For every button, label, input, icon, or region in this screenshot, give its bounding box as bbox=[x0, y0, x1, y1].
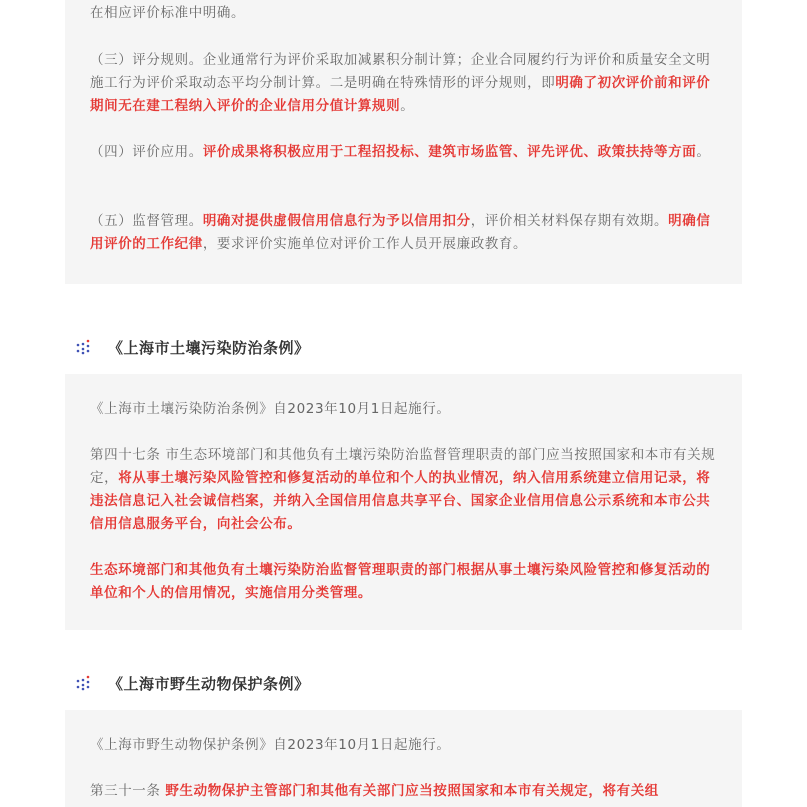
section-title: 《上海市土壤污染防治条例》 bbox=[108, 338, 310, 357]
section-title: 《上海市野生动物保护条例》 bbox=[108, 674, 310, 693]
paragraph-evaluation-application: （四）评价应用。评价成果将积极应用于工程招投标、建筑市场监管、评先评优、政策扶持等方面。 bbox=[90, 144, 711, 160]
paragraph-scoring-rules: （三）评分规则。企业通常行为评价采取加减累积分制计算；企业合同履约行为评价和质量安全文明施工行为评价采取动态平均分制计算。二是明确在特殊情形的评分规则，即明确了初次评价前和评价期间无在建工程纳入评价的企业信用分值计算规则。 bbox=[90, 52, 711, 114]
paragraph-credit-classification: 生态环境部门和其他负有土壤污染防治监督管理职责的部门根据从事土壤污染风险管控和修复活动的单位和个人的信用情况，实施信用分类管理。 bbox=[90, 562, 711, 601]
paragraph-supervision: （五）监督管理。明确对提供虚假信用信息行为予以信用扣分，评价相关材料保存期有效期。明确信用评价的工作纪律，要求评价实施单位对评价工作人员开展廉政教育。 bbox=[90, 213, 711, 252]
paragraph-article-47: 第四十七条 市生态环境部门和其他负有土壤污染防治监督管理职责的部门应当按照国家和本市有关规定，将从事土壤污染风险管控和修复活动的单位和个人的执业情况，纳入信用系统建立信用记录，将违法信息记入社会诚信档案，并纳入全国信用信息共享平台、国家企业信用信息公示系统和本市公共信用信息服务平台，向社会公布。 bbox=[90, 447, 716, 532]
paragraph-effective-date: 《上海市野生动物保护条例》自2023年10月1日起施行。 bbox=[90, 737, 451, 753]
dots-icon bbox=[76, 675, 92, 691]
section-heading-wildlife bbox=[76, 673, 310, 693]
paragraph-criteria: 在相应评价标准中明确。 bbox=[90, 5, 246, 21]
paragraph-effective-date: 《上海市土壤污染防治条例》自2023年10月1日起施行。 bbox=[90, 401, 451, 417]
content-card-evaluation-rules bbox=[65, 0, 742, 284]
content-card-soil-pollution bbox=[65, 374, 742, 630]
content-card-wildlife bbox=[65, 710, 742, 807]
section-heading-soil-pollution bbox=[76, 337, 310, 357]
dots-icon bbox=[76, 339, 92, 355]
paragraph-article-31: 第三十一条 野生动物保护主管部门和其他有关部门应当按照国家和本市有关规定，将有关组 bbox=[90, 783, 659, 799]
